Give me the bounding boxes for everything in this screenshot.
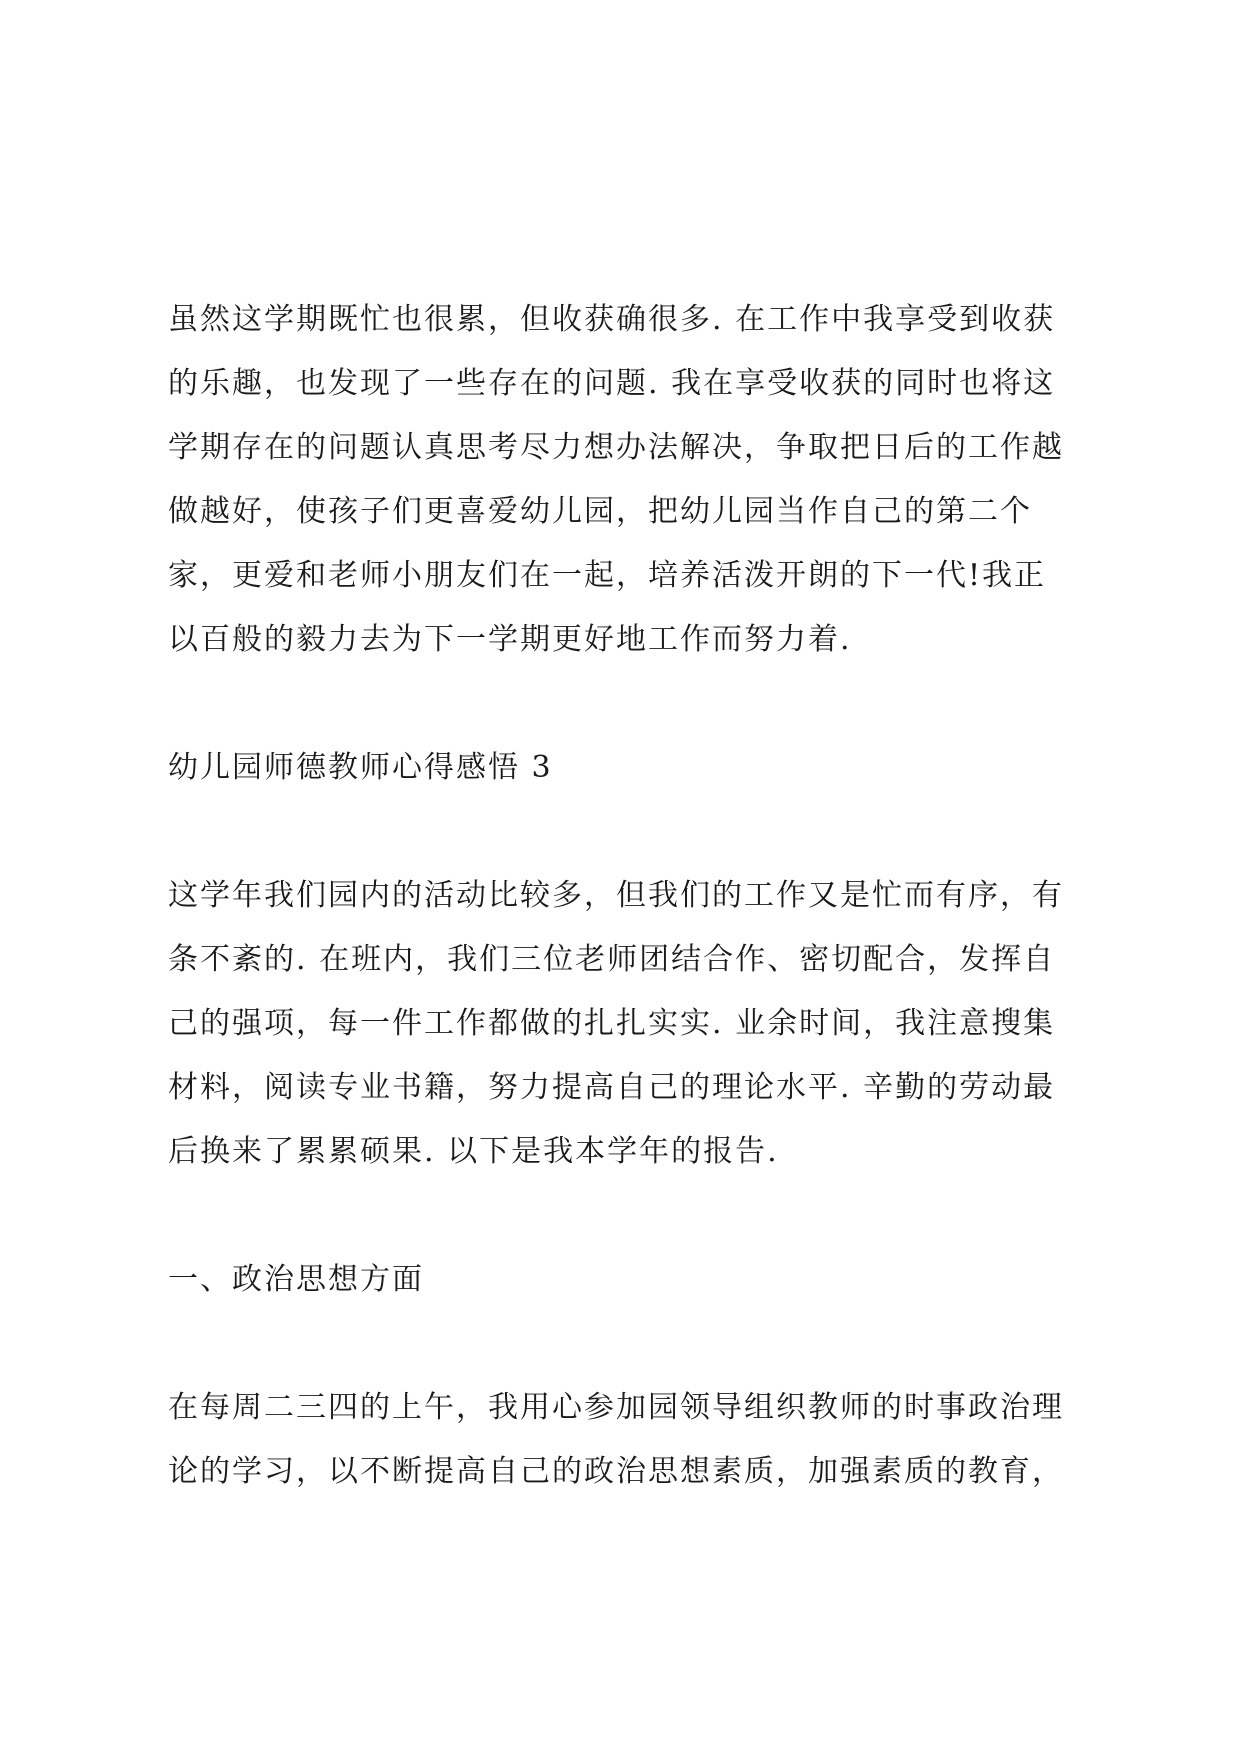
heading-text: 一、政治思想方面: [168, 1262, 424, 1297]
text-line: 材料，阅读专业书籍，努力提高自己的理论水平. 辛勤的劳动最: [168, 1070, 1056, 1105]
text-line: 虽然这学期既忙也很累，但收获确很多. 在工作中我享受到收获: [168, 302, 1056, 337]
text-line: 在每周二三四的上午，我用心参加园领导组织教师的时事政治理: [168, 1390, 1064, 1425]
text-line: 的乐趣，也发现了一些存在的问题. 我在享受收获的同时也将这: [168, 366, 1056, 401]
text-line: 己的强项，每一件工作都做的扎扎实实. 业余时间，我注意搜集: [168, 1006, 1056, 1041]
section-heading-3: [168, 736, 1098, 800]
document-page: [168, 288, 1098, 1568]
paragraph-summary: [168, 288, 1098, 672]
text-line: 这学年我们园内的活动比较多，但我们的工作又是忙而有序，有: [168, 878, 1064, 913]
text-line: 家，更爱和老师小朋友们在一起，培养活泼开朗的下一代!我正: [168, 558, 1047, 593]
text-line: 后换来了累累硕果. 以下是我本学年的报告.: [168, 1134, 779, 1169]
text-line: 论的学习，以不断提高自己的政治思想素质，加强素质的教育，: [168, 1454, 1064, 1489]
text-line: 学期存在的问题认真思考尽力想办法解决，争取把日后的工作越: [168, 430, 1064, 465]
text-line: 以百般的毅力去为下一学期更好地工作而努力着.: [168, 622, 852, 657]
paragraph-politics: [168, 1376, 1098, 1504]
heading-text: 幼儿园师德教师心得感悟 3: [168, 750, 553, 785]
text-line: 做越好，使孩子们更喜爱幼儿园，把幼儿园当作自己的第二个: [168, 494, 1032, 529]
section-heading-politics: [168, 1248, 1098, 1312]
text-line: 条不紊的. 在班内，我们三位老师团结合作、密切配合，发挥自: [168, 942, 1056, 977]
paragraph-intro: [168, 864, 1098, 1184]
